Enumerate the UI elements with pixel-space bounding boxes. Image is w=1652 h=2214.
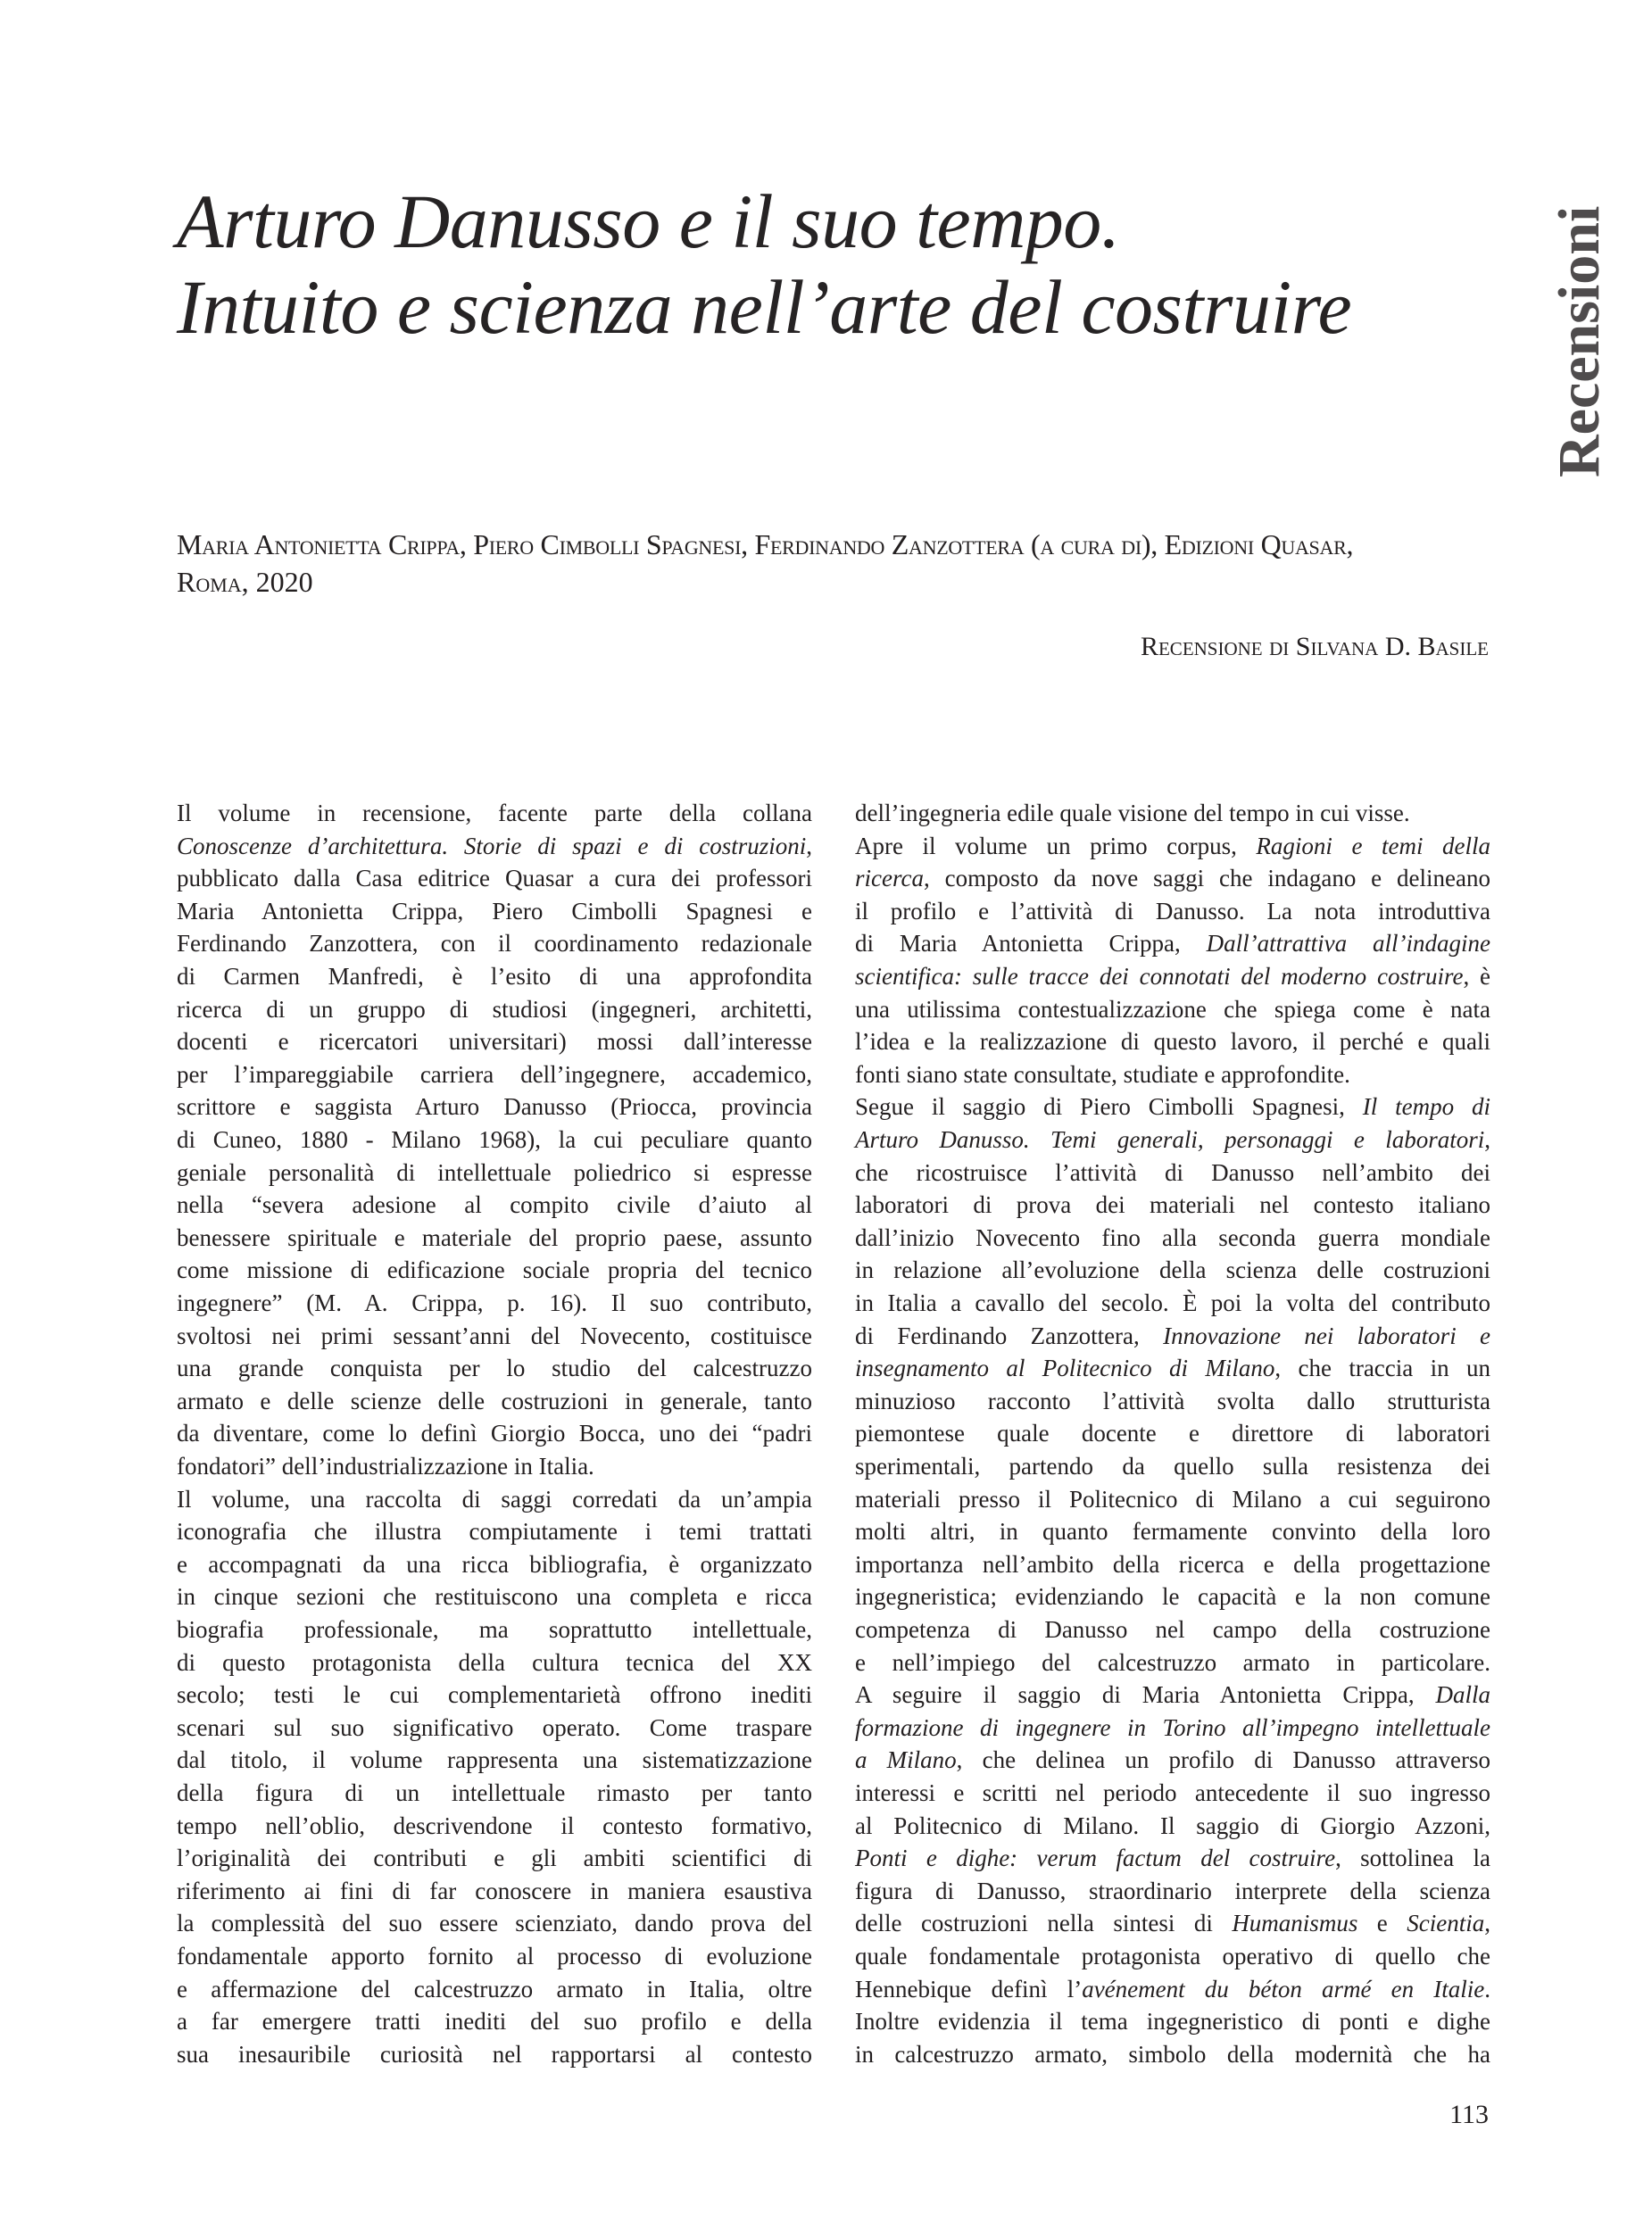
italic-title-text: Scientia	[1407, 1910, 1485, 1937]
text-line	[855, 1189, 1490, 1222]
body-text: come missione di edificazione sociale propria del tecnico	[177, 1256, 812, 1284]
body-text: Inoltre evidenzia il tema ingegneristico di ponti e dighe	[855, 2008, 1490, 2036]
italic-title-text: Ponti e dighe: verum factum del costruire	[855, 1845, 1336, 1872]
body-text: nella “severa adesione al compito civile d’aiuto al	[177, 1191, 812, 1219]
text-line	[177, 1352, 812, 1385]
body-text: dal titolo, il volume rappresenta una sistematizzazione	[177, 1746, 812, 1774]
body-text: ,	[1484, 1910, 1491, 1937]
italic-title-text: Innovazione nei laboratori e	[1163, 1322, 1490, 1349]
text-line	[855, 830, 1490, 863]
body-text: quale fondamentale protagonista operativo di quello che	[855, 1943, 1490, 1969]
text-line	[855, 1320, 1490, 1353]
body-text: , composto da nove saggi che indagano e delineano	[923, 865, 1490, 892]
text-line	[177, 1777, 812, 1810]
text-line	[177, 830, 812, 863]
body-text: laboratori di prova dei materiali nel contesto italiano	[855, 1191, 1490, 1219]
text-line	[177, 1385, 812, 1418]
body-text: scrittore e saggista Arturo Danusso (Priocca, provincia	[177, 1093, 812, 1121]
body-text: Hennebique definì l’	[855, 1975, 1083, 2003]
text-line	[855, 1090, 1490, 1124]
body-text: , è	[1463, 963, 1491, 990]
body-text: sua inesauribile curiosità nel rapportarsi al contesto	[177, 2040, 812, 2068]
reviewer-credit: Recensione di Silvana D. Basile	[1140, 632, 1489, 661]
text-line	[177, 1025, 812, 1058]
body-text: .	[1484, 1975, 1490, 2003]
text-line	[177, 1580, 812, 1613]
italic-title-text: a Milano	[855, 1746, 957, 1774]
text-line	[177, 1613, 812, 1646]
text-line	[177, 1810, 812, 1843]
body-text: molti altri, in quanto fermamente convinto della loro	[855, 1518, 1490, 1546]
text-line	[177, 1712, 812, 1745]
text-line	[177, 895, 812, 928]
body-text: A seguire il saggio di Maria Antonietta Crippa,	[855, 1681, 1436, 1709]
text-line	[177, 1157, 812, 1190]
body-text: e affermazione del calcestruzzo armato in Italia, oltre	[177, 1975, 812, 2003]
body-text: docenti e ricercatori universitari) mossi dall’interesse	[177, 1028, 812, 1056]
text-line	[855, 1483, 1490, 1516]
italic-title-text: ricerca	[855, 865, 924, 892]
body-text: fondamentale apporto fornito al processo di evoluzione	[177, 1943, 812, 1969]
text-line	[855, 993, 1490, 1026]
body-text: Ferdinando Zanzottera, con il coordinamento redazionale	[177, 930, 812, 958]
body-text: interessi e scritti nel periodo antecedente il suo ingresso	[855, 1779, 1490, 1806]
italic-title-text: Il tempo di	[1362, 1093, 1491, 1121]
body-text: minuzioso racconto l’attività svolta dallo strutturista	[855, 1387, 1490, 1414]
body-text: scenari sul suo significativo operato. Come traspare	[177, 1713, 812, 1741]
body-text: della figura di un intellettuale rimasto per tanto	[177, 1779, 812, 1806]
body-text: una grande conquista per lo studio del calcestruzzo	[177, 1355, 812, 1382]
text-line	[855, 960, 1490, 993]
body-text: figura di Danusso, straordinario interprete della scienza	[855, 1877, 1490, 1904]
text-line	[855, 1058, 1490, 1091]
body-text: Il volume in recensione, facente parte della collana	[177, 800, 812, 826]
body-text: di Carmen Manfredi, è l’esito di una approfondita	[177, 963, 812, 990]
text-line	[855, 862, 1490, 895]
body-text: delle costruzioni nella sintesi di	[855, 1910, 1233, 1937]
body-text: di questo protagonista della cultura tecnica del XX	[177, 1648, 812, 1676]
text-line	[855, 1940, 1490, 1973]
text-line	[177, 1907, 812, 1940]
body-text: e nell’impiego del calcestruzzo armato in particolare.	[855, 1648, 1490, 1676]
italic-title-text: Ragioni e temi della	[1256, 832, 1490, 859]
text-line	[855, 797, 1490, 830]
body-text: in relazione all’evoluzione della scienza delle costruzioni	[855, 1256, 1490, 1284]
body-text: piemontese quale docente e direttore di laboratori	[855, 1420, 1490, 1447]
text-line	[855, 1287, 1490, 1320]
text-line	[855, 1973, 1490, 2006]
text-line	[855, 1777, 1490, 1810]
text-line	[177, 797, 812, 830]
body-text: per l’impareggiabile carriera dell’ingegnere, accademico,	[177, 1060, 812, 1088]
italic-title-text: scientifica: sulle tracce dei connotati del moderno costruire	[855, 963, 1464, 990]
body-text: l’originalità dei contributi e gli ambiti scientifici di	[177, 1845, 812, 1872]
text-line	[855, 1515, 1490, 1548]
body-text: in calcestruzzo armato, simbolo della modernità che ha	[855, 2040, 1490, 2068]
body-text: , che delinea un profilo di Danusso attraverso	[956, 1746, 1490, 1774]
body-text: in cinque sezioni che restituiscono una completa e ricca	[177, 1583, 812, 1611]
text-line	[855, 1875, 1490, 1908]
italic-title-text: Conoscenze d’architettura. Storie di spazi e di costruzioni	[177, 832, 807, 859]
body-text: ricerca di un gruppo di studiosi (ingegneri, architetti,	[177, 995, 812, 1023]
text-line	[177, 1320, 812, 1353]
body-text: la complessità del suo essere scienziato, dando prova del	[177, 1910, 812, 1937]
body-text: ingegnere” (M. A. Crippa, p. 16). Il suo contributo,	[177, 1289, 812, 1316]
text-line	[855, 1744, 1490, 1777]
italic-title-text: insegnamento al Politecnico di Milano	[855, 1355, 1275, 1382]
text-line	[855, 1222, 1490, 1255]
body-text: a far emergere tratti inediti del suo profilo e della	[177, 2008, 812, 2036]
text-line	[855, 1124, 1490, 1157]
text-line	[855, 2038, 1490, 2071]
body-text: iconografia che illustra compiutamente i temi trattati	[177, 1518, 812, 1546]
text-line	[855, 1842, 1490, 1875]
body-text: secolo; testi le cui complementarietà offrono inediti	[177, 1681, 812, 1709]
body-text: , che traccia in un	[1274, 1355, 1490, 1382]
text-line	[177, 1417, 812, 1450]
text-line	[177, 1450, 812, 1483]
text-line	[177, 1875, 812, 1908]
body-text: e	[1357, 1910, 1407, 1937]
body-text: l’idea e la realizzazione di questo lavoro, il perché e quali	[855, 1028, 1490, 1056]
body-text: tempo nell’oblio, descrivendone il contesto formativo,	[177, 1812, 812, 1839]
text-line	[177, 1090, 812, 1124]
text-line	[177, 1222, 812, 1255]
text-line	[177, 1058, 812, 1091]
body-text: Il volume, una raccolta di saggi corredati da un’ampia	[177, 1485, 812, 1513]
body-text: importanza nell’ambito della ricerca e della progettazione	[855, 1550, 1490, 1578]
text-line	[177, 2038, 812, 2071]
body-text: svoltosi nei primi sessant’anni del Novecento, costituisce	[177, 1322, 812, 1349]
text-line	[855, 1025, 1490, 1058]
body-text: di Ferdinando Zanzottera,	[855, 1322, 1164, 1349]
body-text: ingegneristica; evidenziando le capacità e la non comune	[855, 1583, 1490, 1611]
text-line	[855, 1810, 1490, 1843]
text-line	[177, 1973, 812, 2006]
text-line	[177, 1515, 812, 1548]
body-text: il profilo e l’attività di Danusso. La nota introduttiva	[855, 897, 1490, 925]
body-text: armato e delle scienze delle costruzioni in generale, tanto	[177, 1387, 812, 1414]
body-column-left	[177, 797, 812, 2082]
body-text: benessere spirituale e materiale del proprio paese, assunto	[177, 1223, 812, 1251]
body-text: pubblicato dalla Casa editrice Quasar a cura dei professori	[177, 865, 812, 892]
text-line	[177, 1744, 812, 1777]
text-line	[177, 862, 812, 895]
body-text: ,	[806, 832, 812, 859]
text-line	[855, 895, 1490, 928]
text-line	[855, 1417, 1490, 1450]
body-text: biografia professionale, ma soprattutto intellettuale,	[177, 1616, 812, 1643]
text-line	[177, 1548, 812, 1581]
text-line	[855, 1679, 1490, 1712]
book-reference-line-1: Maria Antonietta Crippa, Piero Cimbolli Spagnesi, Ferdinando Zanzottera (a cura di), Edizioni Quasar,	[177, 528, 1354, 560]
body-text: di Cuneo, 1880 - Milano 1968), la cui peculiare quanto	[177, 1126, 812, 1153]
text-line	[855, 1254, 1490, 1287]
body-text: e accompagnati da una ricca bibliografia, è organizzato	[177, 1550, 812, 1578]
text-line	[177, 1124, 812, 1157]
italic-title-text: Arturo Danusso. Temi generali, personaggi e laboratori	[855, 1126, 1485, 1153]
italic-title-text: Humanismus	[1232, 1910, 1358, 1937]
body-text: di Maria Antonietta Crippa,	[855, 930, 1207, 958]
text-line	[855, 2005, 1490, 2038]
italic-title-text: Dall’attrattiva all’indagine	[1206, 930, 1490, 958]
article-title-line-1: Arturo Danusso e il suo tempo.	[177, 178, 1120, 264]
text-line	[177, 927, 812, 960]
text-line	[855, 1580, 1490, 1613]
body-text: Maria Antonietta Crippa, Piero Cimbolli Spagnesi e	[177, 897, 812, 925]
italic-title-text: avénement du béton armé en Italie	[1082, 1975, 1485, 2003]
body-text: competenza di Danusso nel campo della costruzione	[855, 1616, 1490, 1643]
italic-title-text: Dalla	[1435, 1681, 1490, 1709]
text-line	[177, 1646, 812, 1679]
text-line	[177, 1189, 812, 1222]
page-number: 113	[1449, 2100, 1489, 2129]
body-text: dall’inizio Novecento fino alla seconda guerra mondiale	[855, 1223, 1490, 1251]
body-text: da diventare, come lo definì Giorgio Bocca, uno dei “padri	[177, 1420, 812, 1447]
text-line	[177, 993, 812, 1026]
body-text: che ricostruisce l’attività di Danusso nell’ambito dei	[855, 1158, 1490, 1186]
text-line	[855, 1548, 1490, 1581]
text-line	[855, 1613, 1490, 1646]
section-label: Recensioni	[1547, 205, 1612, 477]
text-line	[855, 1385, 1490, 1418]
body-text: fonti siano state consultate, studiate e approfondite.	[855, 1060, 1350, 1088]
text-line	[177, 1679, 812, 1712]
body-text: geniale personalità di intellettuale poliedrico si espresse	[177, 1158, 812, 1186]
body-text: , sottolinea la	[1335, 1845, 1490, 1872]
body-text: al Politecnico di Milano. Il saggio di Giorgio Azzoni,	[855, 1812, 1490, 1839]
body-text: Apre il volume un primo corpus,	[855, 832, 1257, 859]
text-line	[177, 1842, 812, 1875]
text-line	[177, 1254, 812, 1287]
body-text: sperimentali, partendo da quello sulla resistenza dei	[855, 1453, 1490, 1480]
body-column-right	[855, 797, 1490, 2082]
text-line	[177, 2005, 812, 2038]
text-line	[177, 1940, 812, 1973]
text-line	[855, 927, 1490, 960]
italic-title-text: formazione di ingegnere in Torino all’impegno intellettuale	[855, 1713, 1490, 1741]
body-text: Segue il saggio di Piero Cimbolli Spagnesi,	[855, 1093, 1363, 1121]
text-line	[855, 1352, 1490, 1385]
body-text: riferimento ai fini di far conoscere in maniera esaustiva	[177, 1877, 812, 1904]
text-line	[855, 1712, 1490, 1745]
body-text: dell’ingegneria edile quale visione del tempo in cui visse.	[855, 800, 1410, 826]
body-text: in Italia a cavallo del secolo. È poi la volta del contributo	[855, 1289, 1490, 1316]
body-text: ,	[1484, 1126, 1490, 1153]
text-line	[855, 1157, 1490, 1190]
body-text: fondatori” dell’industrializzazione in Italia.	[177, 1453, 594, 1480]
book-reference-line-2: Roma, 2020	[177, 566, 313, 598]
text-line	[855, 1646, 1490, 1679]
text-line	[855, 1450, 1490, 1483]
text-line	[177, 960, 812, 993]
text-line	[177, 1483, 812, 1516]
body-text: materiali presso il Politecnico di Milano a cui seguirono	[855, 1485, 1490, 1513]
body-text: una utilissima contestualizzazione che spiega come è nata	[855, 995, 1490, 1023]
text-line	[855, 1907, 1490, 1940]
article-title-line-2: Intuito e scienza nell’arte del costruire	[177, 264, 1352, 350]
text-line	[177, 1287, 812, 1320]
